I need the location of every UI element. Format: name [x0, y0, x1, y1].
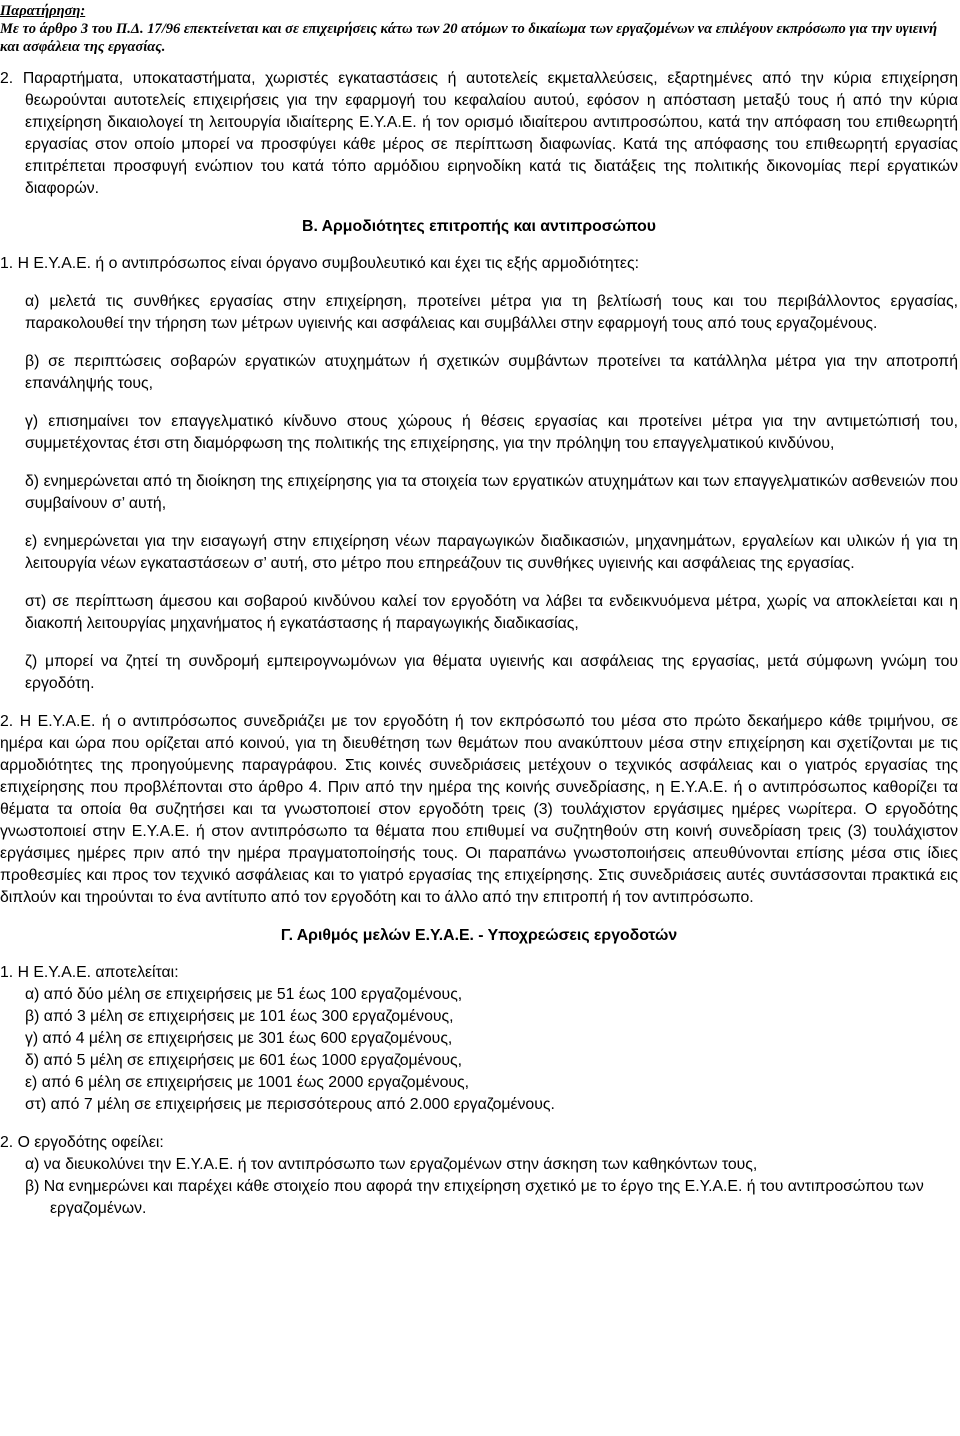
note-text: Με το άρθρο 3 του Π.Δ. 17/96 επεκτείνεται και σε επιχειρήσεις κάτω των 20 ατόμων το δικαίωμα των εργαζομένων να επιλέγουν εκπρόσωπο για την υγιεινή και ασφάλεια της εργασίας. [0, 21, 938, 55]
list-item: α) από δύο μέλη σε επιχειρήσεις με 51 έως 100 εργαζομένους, [25, 986, 463, 1003]
section-b-item-e: ε) ενημερώνεται για την εισαγωγή στην επιχείρηση νέων παραγωγικών διαδικασιών, μηχανημάτων, εργαλείων και υλικών ή για τη λειτουργία νέων εγκαταστάσεων σ’ αυτή, στο μέτρο που επηρεάζουν τις συνθήκες υγιεινής και ασφάλειας της εργασίας. [25, 533, 958, 572]
preliminary-note [0, 2, 958, 56]
section-a-paragraph-2: 2. Παραρτήματα, υποκαταστήματα, χωριστές εγκαταστάσεις ή αυτοτελείς εκμεταλλεύσεις, εξαρτημένες από την κύρια επιχείρηση θεωρούνται αυτοτελείς επιχειρήσεις για την εφαρμογή του κεφαλαίου αυτού, εφόσον η απόσταση μεταξύ τους ή από την κύρια επιχείρηση δικαιολογεί τη λειτουργία ιδιαίτερης Ε.Υ.Α.Ε. ή τον ορισμό ιδιαίτερου αντιπροσώπου, κατά την απόφαση του επιθεωρητή εργασίας στον οποίο μπορεί να προσφύγει κάθε μέρος σε περίπτωση διαφωνίας. Κατά της απόφασης του επιθεωρητή εργασίας επιτρέπεται προσφυγή ενώπιον του κατά τόπο αρμόδιου ειρηνοδίκη κατά τις διατάξεις της πολιτικής δικονομίας περί εργατικών διαφορών. [0, 70, 958, 197]
section-b-item-c: γ) επισημαίνει τον επαγγελματικό κίνδυνο στους χώρους ή θέσεις εργασίας και προτείνει μέτρα για την αντιμετώπισή του, συμμετέχοντας έτσι στη διαμόρφωση της πολιτικής της επιχείρησης, για την πρόληψη του επαγγελματικού κινδύνου, [25, 413, 958, 452]
section-b-paragraph-2: 2. Η Ε.Υ.Α.Ε. ή ο αντιπρόσωπος συνεδριάζει με τον εργοδότη ή τον εκπρόσωπό του μέσα στο πρώτο δεκαήμερο κάθε τριμήνου, σε ημέρα και ώρα που ορίζεται από κοινού, για τη διευθέτηση των θεμάτων που ανακύπτουν μέσα στην επιχείρηση και σχετίζονται με τις αρμοδιότητες της προηγούμενης παραγράφου. Στις κοινές συνεδριάσεις μετέχουν ο τεχνικός ασφάλειας και ο γιατρός εργασίας της επιχείρησης που προβλέπονται στο άρθρο 4. Πριν από την ημέρα της κοινής συνεδρίασης, η Ε.Υ.Α.Ε. ή ο αντιπρόσωπος καθορίζει τα θέματα τα οποία θα συζητήσει και τα γνωστοποιεί στον εργοδότη τρεις (3) τουλάχιστον εργάσιμες ημέρες νωρίτερα. Ο εργοδότης γνωστοποιεί στην Ε.Υ.Α.Ε. ή στον αντιπρόσωπο τα θέματα που επιθυμεί να συζητηθούν στη κοινή συνεδρίαση τρεις (3) τουλάχιστον εργάσιμες ημέρες πριν από την ημέρα πραγματοποίησής τους. Οι παραπάνω γνωστοποιήσεις απευθύνονται επίσης μέσα στις ίδιες προθεσμίες και προς τον τεχνικό ασφάλειας και το γιατρό εργασίας της επιχείρησης. Στις συνεδριάσεις αυτές συντάσσονται πρακτικά εις διπλούν και τηρούνται το ένα αντίτυπο από τον εργοδότη και το άλλο από την επιτροπή ή τον αντιπρόσωπο. [0, 713, 958, 906]
section-c-heading: Γ. Αριθμός μελών Ε.Υ.Α.Ε. - Υποχρεώσεις εργοδοτών [280, 927, 678, 944]
section-c-intro-2: 2. Ο εργοδότης οφείλει: [0, 1134, 164, 1151]
list-item: δ) από 5 μέλη σε επιχειρήσεις με 601 έως 1000 εργαζομένους, [25, 1052, 462, 1069]
section-b-item-z: ζ) μπορεί να ζητεί τη συνδρομή εμπειρογνωμόνων για θέματα υγιεινής και ασφάλειας της εργασίας, μετά σύμφωνη γνώμη του εργοδότη. [25, 653, 958, 692]
note-title: Παρατήρηση: [0, 3, 86, 19]
section-b-item-a: α) μελετά τις συνθήκες εργασίας στην επιχείρηση, προτείνει μέτρα για τη βελτίωσή τους και του περιβάλλοντος εργασίας, παρακολουθεί την τήρηση των μέτρων υγιεινής και ασφάλειας και συμβάλλει στην εφαρμογή τους από τους εργαζομένους. [25, 293, 958, 332]
list-item: ε) από 6 μέλη σε επιχειρήσεις με 1001 έως 2000 εργαζομένους, [25, 1074, 470, 1091]
document-body [0, 68, 958, 1220]
list-item: β) Να ενημερώνει και παρέχει κάθε στοιχείο που αφορά την επιχείρηση σχετικό με το έργο της Ε.Υ.Α.Ε. ή του αντιπροσώπου των εργαζομένων. [25, 1178, 924, 1217]
member-count-list [0, 984, 958, 1116]
list-item: στ) από 7 μέλη σε επιχειρήσεις με περισσότερους από 2.000 εργαζομένους. [25, 1096, 555, 1113]
section-b-item-d: δ) ενημερώνεται από τη διοίκηση της επιχείρησης για τα στοιχεία των εργατικών ατυχημάτων και των επαγγελματικών ασθενειών που συμβαίνουν σ’ αυτή, [25, 473, 958, 512]
list-item: β) από 3 μέλη σε επιχειρήσεις με 101 έως 300 εργαζομένους, [25, 1008, 454, 1025]
employer-duties-list [0, 1154, 958, 1220]
section-b-heading: Β. Αρμοδιότητες επιτροπής και αντιπροσώπου [302, 218, 656, 235]
list-item: α) να διευκολύνει την Ε.Υ.Α.Ε. ή τον αντιπρόσωπο των εργαζομένων στην άσκηση των καθηκόντων τους, [25, 1156, 758, 1173]
section-b-intro: 1. Η Ε.Υ.Α.Ε. ή ο αντιπρόσωπος είναι όργανο συμβουλευτικό και έχει τις εξής αρμοδιότητες: [0, 255, 639, 272]
section-b-item-st: στ) σε περίπτωση άμεσου και σοβαρού κινδύνου καλεί τον εργοδότη να λάβει τα ενδεικνυόμενα μέτρα, χωρίς να αποκλείεται και η διακοπή λειτουργίας μηχανήματος ή εγκατάστασης ή παραγωγικής διαδικασίας, [25, 593, 958, 632]
section-c-intro-1: 1. Η Ε.Υ.Α.Ε. αποτελείται: [0, 964, 179, 981]
list-item: γ) από 4 μέλη σε επιχειρήσεις με 301 έως 600 εργαζομένους, [25, 1030, 453, 1047]
section-b-item-b: β) σε περιπτώσεις σοβαρών εργατικών ατυχημάτων ή σχετικών συμβάντων προτείνει τα κατάλληλα μέτρα για την αποτροπή επανάληψής τους, [25, 353, 958, 392]
